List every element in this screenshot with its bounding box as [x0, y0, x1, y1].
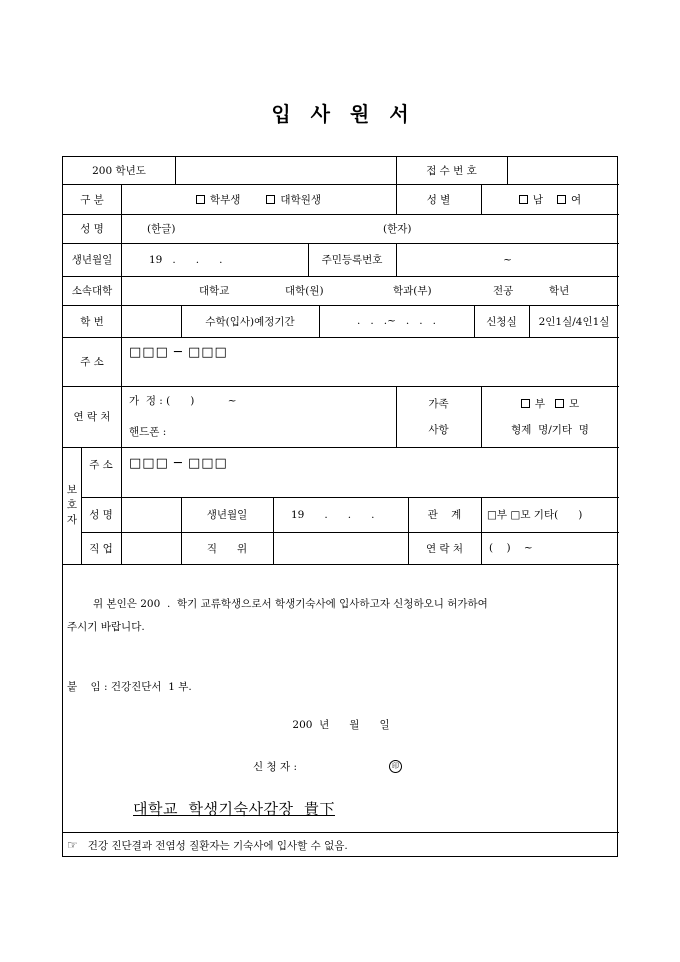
category-label: 구 분: [80, 193, 104, 206]
guardian-birth-label: 생년월일: [206, 509, 248, 521]
room-value[interactable]: 2인1실/4인1실: [538, 315, 610, 328]
date-line[interactable]: 200 년 월 일: [292, 718, 390, 731]
applicant-label: 신 청 자 :: [253, 760, 297, 773]
affiliation-univ: 대학교: [199, 285, 230, 297]
grad-checkbox[interactable]: [266, 192, 321, 207]
female-checkbox[interactable]: [557, 192, 581, 207]
address-label: 주 소: [80, 356, 104, 368]
school-year-extra: [175, 157, 396, 184]
form-title: [0, 98, 680, 127]
contact-label: 연 락 처: [73, 411, 111, 423]
checkbox-icon: [557, 195, 566, 204]
female-label: 여: [571, 193, 582, 206]
affiliation-dept: 학과(부): [393, 285, 432, 297]
rrn-label: 주민등록번호: [321, 254, 383, 266]
title-char: 서: [389, 102, 409, 126]
guardian-char: 자: [66, 514, 78, 526]
guardian-relation-label: 관 계: [427, 509, 462, 521]
mother-checkbox[interactable]: [555, 396, 579, 411]
checkbox-icon: [196, 195, 205, 204]
application-form: [62, 156, 618, 857]
affiliation-grade: 학년: [549, 285, 570, 297]
statement-line-1: 위 본인은 200 . 학기 교류학생으로서 학생기숙사에 입사하고자 신청하오니 허가하여: [93, 597, 488, 610]
applicant-line: [253, 757, 453, 775]
school-year: 200 학년도: [92, 165, 146, 177]
family-siblings[interactable]: 형제 명/기타 명: [511, 423, 589, 436]
name-label: 성 명: [80, 223, 104, 235]
checkbox-icon: [521, 399, 530, 408]
gender-label: 성 별: [426, 193, 451, 206]
mother-label: 모: [569, 397, 580, 410]
category-options: [121, 184, 396, 214]
family-label-1: 가족: [428, 397, 449, 410]
guardian-side-label: [63, 447, 81, 564]
checkbox-icon: [555, 399, 564, 408]
guardian-position-field[interactable]: [273, 532, 408, 564]
guardian-name-field[interactable]: [121, 497, 181, 532]
statement-line-2: 주시기 바랍니다.: [67, 620, 145, 633]
guardian-contact-value[interactable]: ( ) ~: [489, 542, 533, 554]
guardian-address-label: 주 소: [89, 459, 113, 471]
rrn-value[interactable]: ~: [503, 253, 512, 266]
guardian-job-field[interactable]: [121, 532, 181, 564]
title-char: 사: [310, 102, 330, 126]
guardian-relation-value[interactable]: □부 □모 기타( ): [487, 509, 583, 521]
guardian-contact-label: 연 락 처: [425, 542, 464, 555]
home-phone[interactable]: 가 정 : ( ) ~: [129, 394, 237, 407]
title-char: 원: [350, 102, 370, 126]
birth-label: 생년월일: [71, 254, 113, 266]
undergrad-label: 학부생: [209, 193, 241, 206]
mobile-phone[interactable]: 핸드폰 :: [129, 425, 167, 438]
student-id-field[interactable]: [121, 305, 181, 337]
address-postcode[interactable]: □□□ ─ □□□: [129, 344, 228, 360]
affiliation-college: 대학(원): [285, 285, 324, 297]
guardian-char: 호: [66, 499, 78, 511]
male-label: 남: [532, 193, 543, 206]
undergrad-checkbox[interactable]: [196, 192, 240, 207]
gender-options: [481, 184, 619, 214]
grad-label: 대학원생: [280, 193, 321, 206]
period-label: 수학(입사)예정기간: [205, 315, 295, 328]
affiliation-major: 전공: [493, 285, 514, 297]
guardian-job-label: 직 업: [89, 542, 113, 555]
guardian-address-postcode[interactable]: □□□ ─ □□□: [129, 455, 228, 471]
receipt-number-label: 접 수 번 호: [426, 165, 477, 177]
guardian-char: 보: [66, 484, 78, 496]
guardian-name-label: 성 명: [89, 509, 113, 521]
addressee: [123, 797, 423, 819]
title-char: 입: [271, 102, 291, 126]
receipt-number-field[interactable]: [507, 157, 619, 184]
attachment-line: 붙 임 : 건강진단서 1 부.: [67, 680, 192, 693]
student-id-label: 학 번: [80, 315, 104, 328]
notice-text: 건강 진단결과 전염성 질환자는 기숙사에 입사할 수 없음.: [87, 839, 348, 852]
period-value[interactable]: . . .~ . . .: [357, 315, 436, 327]
pointing-hand-icon: ☞: [67, 838, 78, 852]
notice: [67, 832, 615, 858]
room-label: 신청실: [486, 315, 517, 328]
checkbox-icon: [266, 195, 275, 204]
addressee-text: 대학교 학생기숙사감장 貴下: [133, 799, 335, 818]
family-label-2: 사항: [428, 423, 449, 436]
name-hanja[interactable]: (한자): [383, 223, 412, 235]
checkbox-icon: [519, 195, 528, 204]
father-label: 부: [534, 397, 545, 410]
name-korean[interactable]: (한글): [147, 223, 176, 235]
family-parents: [481, 394, 619, 412]
seal-icon: 印: [389, 760, 402, 773]
affiliation-label: 소속대학: [71, 285, 113, 297]
father-checkbox[interactable]: [521, 396, 545, 411]
birth-value[interactable]: 19 . . .: [149, 253, 223, 266]
male-checkbox[interactable]: [519, 192, 543, 207]
guardian-birth-value[interactable]: 19 . . .: [291, 508, 375, 521]
guardian-position-label: 직 위: [206, 542, 248, 555]
